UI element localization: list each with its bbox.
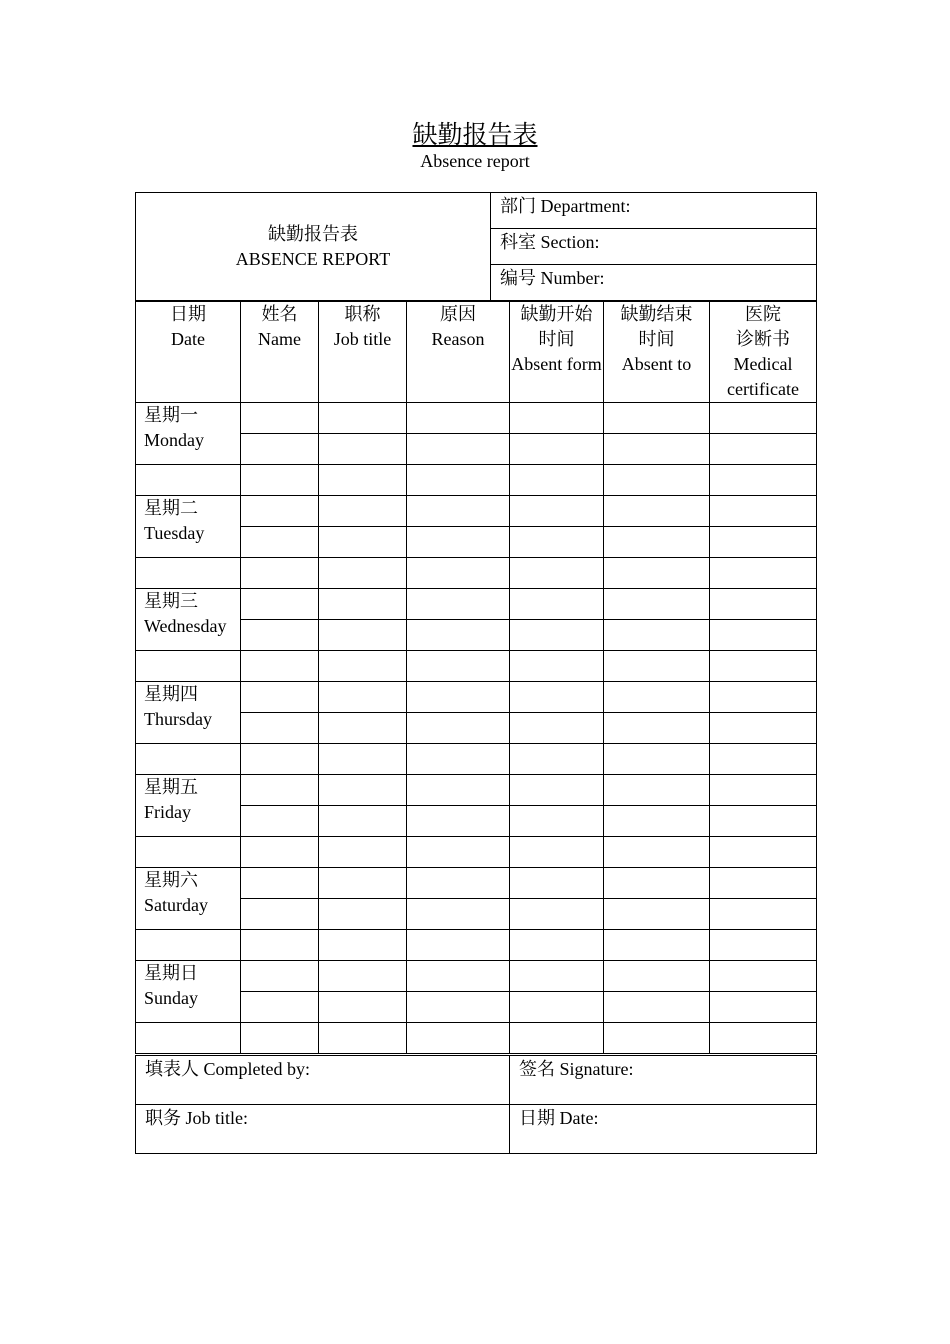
day-label-cn: 星期六 (144, 870, 198, 890)
table-cell[interactable] (510, 713, 604, 744)
table-cell[interactable] (604, 682, 710, 713)
table-cell[interactable] (319, 837, 407, 868)
table-row (136, 651, 817, 682)
table-cell[interactable] (604, 992, 710, 1023)
day-label (136, 403, 241, 465)
column-header (407, 302, 510, 403)
table-cell[interactable] (241, 465, 319, 496)
day-label-en: Friday (144, 802, 191, 822)
job-title-field[interactable]: 职务 Job title: (136, 1105, 510, 1154)
table-cell[interactable] (319, 992, 407, 1023)
table-row (136, 930, 817, 961)
column-header-cn: 缺勤结束 时间 (620, 304, 693, 349)
table-cell[interactable] (604, 899, 710, 930)
table-cell[interactable] (510, 527, 604, 558)
table-row (136, 961, 817, 992)
table-cell[interactable] (319, 589, 407, 620)
column-header-cn: 原因 (440, 304, 476, 324)
table-cell[interactable] (319, 403, 407, 434)
table-cell[interactable] (241, 992, 319, 1023)
table-cell[interactable] (407, 992, 510, 1023)
table-cell[interactable] (710, 682, 817, 713)
table-cell[interactable] (241, 930, 319, 961)
table-header-row (136, 302, 817, 403)
table-cell[interactable] (604, 527, 710, 558)
table-cell[interactable] (241, 775, 319, 806)
day-label (136, 496, 241, 558)
table-cell[interactable] (407, 744, 510, 775)
report-header-box (135, 192, 817, 301)
day-label-cn: 星期一 (144, 405, 198, 425)
table-cell[interactable] (407, 558, 510, 589)
table-cell[interactable] (319, 620, 407, 651)
table-cell[interactable] (241, 961, 319, 992)
column-header-en: Job title (333, 329, 392, 349)
table-cell[interactable] (510, 930, 604, 961)
table-cell[interactable] (604, 744, 710, 775)
table-cell[interactable] (510, 589, 604, 620)
table-cell[interactable] (241, 744, 319, 775)
table-row (136, 837, 817, 868)
table-row (136, 403, 817, 434)
table-cell[interactable] (510, 403, 604, 434)
table-cell[interactable] (510, 868, 604, 899)
table-cell[interactable] (710, 496, 817, 527)
table-cell[interactable] (604, 620, 710, 651)
table-cell[interactable] (710, 930, 817, 961)
table-cell[interactable] (710, 899, 817, 930)
table-cell[interactable] (710, 651, 817, 682)
table-cell[interactable] (136, 837, 241, 868)
table-cell[interactable] (319, 496, 407, 527)
table-cell[interactable] (241, 682, 319, 713)
table-cell[interactable] (604, 775, 710, 806)
day-label-en: Tuesday (144, 523, 205, 543)
column-header (710, 302, 817, 403)
table-cell[interactable] (710, 744, 817, 775)
table-cell[interactable] (319, 682, 407, 713)
table-cell[interactable] (241, 527, 319, 558)
day-label-cn: 星期三 (144, 591, 198, 611)
table-cell[interactable] (407, 496, 510, 527)
table-cell[interactable] (710, 403, 817, 434)
table-cell[interactable] (604, 1023, 710, 1054)
absence-table (135, 301, 817, 1054)
report-title-cn: 缺勤报告表 (268, 223, 358, 244)
day-label-cn: 星期二 (144, 498, 198, 518)
column-header-cn: 缺勤开始 时间 (520, 304, 593, 349)
column-header-cn: 医院 诊断书 (736, 304, 790, 349)
table-cell[interactable] (604, 837, 710, 868)
table-cell[interactable] (710, 992, 817, 1023)
signature-field[interactable]: 签名 Signature: (510, 1056, 817, 1105)
table-cell[interactable] (510, 837, 604, 868)
table-cell[interactable] (136, 930, 241, 961)
table-cell[interactable] (710, 434, 817, 465)
table-cell[interactable] (604, 806, 710, 837)
table-cell[interactable] (319, 434, 407, 465)
table-cell[interactable] (319, 465, 407, 496)
column-header-en: Date (171, 329, 205, 349)
table-row (136, 558, 817, 589)
table-row (136, 868, 817, 899)
table-cell[interactable] (604, 434, 710, 465)
table-cell[interactable] (710, 558, 817, 589)
table-cell[interactable] (710, 961, 817, 992)
table-cell[interactable] (241, 1023, 319, 1054)
table-cell[interactable] (510, 744, 604, 775)
table-cell[interactable] (241, 651, 319, 682)
table-cell[interactable] (319, 868, 407, 899)
table-cell[interactable] (241, 434, 319, 465)
table-cell[interactable] (407, 1023, 510, 1054)
table-cell[interactable] (241, 558, 319, 589)
table-cell[interactable] (407, 589, 510, 620)
table-row (136, 589, 817, 620)
day-label (136, 589, 241, 651)
table-cell[interactable] (407, 806, 510, 837)
table-cell[interactable] (604, 465, 710, 496)
table-row (136, 496, 817, 527)
column-header-en: Absent to (621, 354, 692, 374)
completed-by-field[interactable]: 填表人 Completed by: (136, 1056, 510, 1105)
table-cell[interactable] (241, 496, 319, 527)
table-cell[interactable] (319, 775, 407, 806)
day-label-cn: 星期四 (144, 684, 198, 704)
table-cell[interactable] (319, 558, 407, 589)
table-cell[interactable] (510, 682, 604, 713)
table-cell[interactable] (319, 899, 407, 930)
table-cell[interactable] (710, 713, 817, 744)
table-cell[interactable] (407, 837, 510, 868)
table-cell[interactable] (319, 806, 407, 837)
table-cell[interactable] (710, 775, 817, 806)
table-cell[interactable] (604, 589, 710, 620)
table-row (136, 682, 817, 713)
table-cell[interactable] (710, 620, 817, 651)
table-cell[interactable] (510, 899, 604, 930)
table-cell[interactable] (710, 868, 817, 899)
table-cell[interactable] (510, 651, 604, 682)
day-label-en: Saturday (144, 895, 208, 915)
table-cell[interactable] (136, 558, 241, 589)
table-cell[interactable] (407, 403, 510, 434)
table-cell[interactable] (510, 465, 604, 496)
day-label-cn: 星期日 (144, 963, 198, 983)
day-label (136, 868, 241, 930)
column-header (241, 302, 319, 403)
section-field[interactable]: 科室 Section: (491, 229, 817, 265)
table-cell[interactable] (510, 806, 604, 837)
day-label-en: Monday (144, 430, 204, 450)
report-title-en: ABSENCE REPORT (235, 248, 391, 269)
table-cell[interactable] (241, 403, 319, 434)
table-cell[interactable] (604, 651, 710, 682)
table-row (136, 465, 817, 496)
table-cell[interactable] (241, 899, 319, 930)
table-cell[interactable] (241, 806, 319, 837)
table-cell[interactable] (241, 713, 319, 744)
date-field[interactable]: 日期 Date: (510, 1105, 817, 1154)
table-cell[interactable] (710, 806, 817, 837)
table-cell[interactable] (510, 775, 604, 806)
column-header-cn: 日期 (170, 304, 206, 324)
table-cell[interactable] (407, 434, 510, 465)
department-field[interactable]: 部门 Department: (491, 193, 817, 229)
table-cell[interactable] (319, 713, 407, 744)
day-label-en: Sunday (144, 988, 198, 1008)
table-cell[interactable] (319, 527, 407, 558)
page-subtitle: Absence report (420, 151, 530, 171)
column-header (604, 302, 710, 403)
column-header-en: Medical certificate (727, 354, 799, 399)
day-label (136, 682, 241, 744)
table-cell[interactable] (407, 899, 510, 930)
table-cell[interactable] (241, 837, 319, 868)
day-label-cn: 星期五 (144, 777, 198, 797)
table-row (136, 775, 817, 806)
table-cell[interactable] (604, 961, 710, 992)
table-cell[interactable] (710, 837, 817, 868)
table-cell[interactable] (407, 961, 510, 992)
column-header-cn: 职称 (344, 304, 381, 324)
table-cell[interactable] (407, 682, 510, 713)
column-header-cn: 姓名 (261, 304, 298, 324)
table-cell[interactable] (407, 527, 510, 558)
table-cell[interactable] (510, 992, 604, 1023)
table-cell[interactable] (510, 1023, 604, 1054)
table-cell[interactable] (407, 620, 510, 651)
table-cell[interactable] (604, 930, 710, 961)
footer-box (135, 1055, 817, 1154)
table-cell[interactable] (604, 868, 710, 899)
table-cell[interactable] (510, 558, 604, 589)
table-cell[interactable] (604, 558, 710, 589)
page-title: 缺勤报告表 (412, 122, 538, 149)
day-label-en: Thursday (144, 709, 212, 729)
table-cell[interactable] (241, 589, 319, 620)
column-header (510, 302, 604, 403)
report-title-cell (136, 193, 491, 301)
table-cell[interactable] (319, 961, 407, 992)
table-cell[interactable] (407, 651, 510, 682)
column-header-en: Reason (431, 329, 485, 349)
column-header (319, 302, 407, 403)
table-cell[interactable] (604, 403, 710, 434)
day-label-en: Wednesday (144, 616, 227, 636)
table-cell[interactable] (710, 1023, 817, 1054)
table-cell[interactable] (241, 868, 319, 899)
day-label (136, 775, 241, 837)
table-cell[interactable] (407, 930, 510, 961)
table-cell[interactable] (604, 713, 710, 744)
table-cell[interactable] (407, 775, 510, 806)
table-cell[interactable] (319, 1023, 407, 1054)
table-cell[interactable] (136, 651, 241, 682)
table-cell[interactable] (510, 434, 604, 465)
table-cell[interactable] (510, 496, 604, 527)
table-cell[interactable] (319, 651, 407, 682)
table-row (136, 744, 817, 775)
table-cell[interactable] (604, 496, 710, 527)
table-cell[interactable] (510, 620, 604, 651)
day-label (136, 961, 241, 1023)
table-cell[interactable] (710, 589, 817, 620)
table-cell[interactable] (319, 930, 407, 961)
column-header (136, 302, 241, 403)
table-cell[interactable] (710, 465, 817, 496)
table-cell[interactable] (407, 465, 510, 496)
table-cell[interactable] (510, 961, 604, 992)
table-cell[interactable] (319, 744, 407, 775)
table-cell[interactable] (710, 527, 817, 558)
table-cell[interactable] (407, 713, 510, 744)
table-cell[interactable] (407, 868, 510, 899)
column-header-en: Name (258, 329, 301, 349)
number-field[interactable]: 编号 Number: (491, 265, 817, 301)
table-cell[interactable] (136, 465, 241, 496)
table-cell[interactable] (241, 620, 319, 651)
column-header-en: Absent form (511, 354, 602, 374)
table-cell[interactable] (136, 1023, 241, 1054)
table-cell[interactable] (136, 744, 241, 775)
table-row (136, 1023, 817, 1054)
